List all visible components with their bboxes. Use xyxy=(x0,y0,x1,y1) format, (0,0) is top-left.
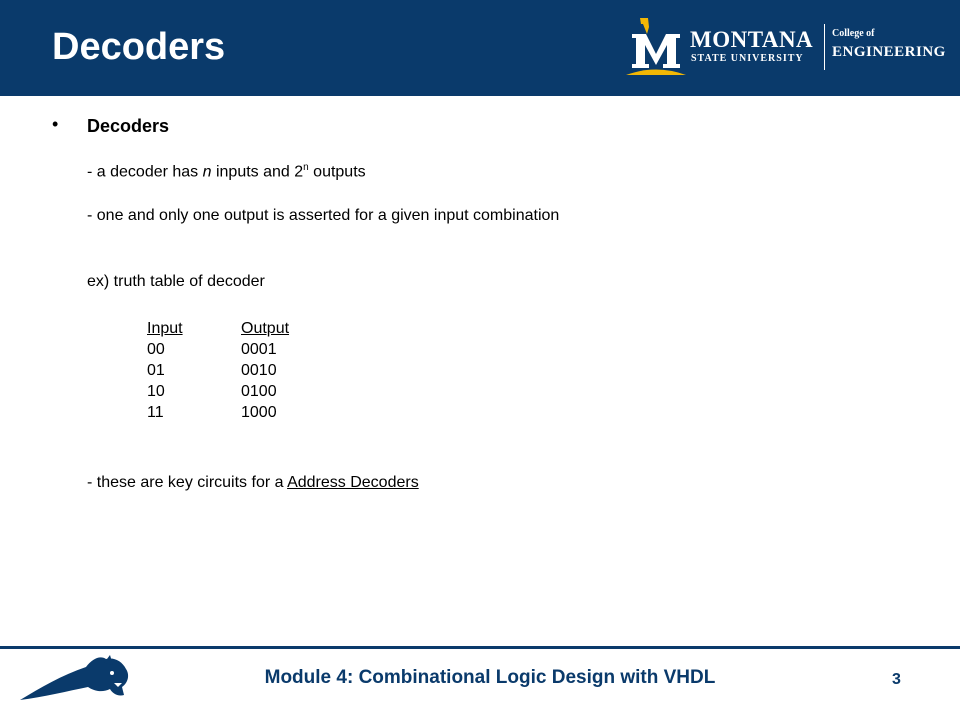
line1-exponent: n xyxy=(303,162,309,173)
address-decoder-line xyxy=(87,474,419,492)
line1-middle: inputs and 2 xyxy=(211,163,304,181)
example-line: ex) truth table of decoder xyxy=(87,273,265,290)
output-cell: 0100 xyxy=(241,383,277,400)
truth-table xyxy=(147,318,289,423)
table-row xyxy=(147,360,289,381)
bullet-heading: Decoders xyxy=(87,116,170,136)
input-header: Input xyxy=(147,320,183,337)
slide-title: Decoders xyxy=(52,26,226,68)
truth-table-header xyxy=(147,318,289,339)
line4-prefix: - these are key circuits for a xyxy=(87,474,288,491)
table-row xyxy=(147,381,289,402)
table-row xyxy=(147,339,289,360)
page-number: 3 xyxy=(892,671,901,688)
logo-subtitle: STATE UNIVERSITY xyxy=(691,53,804,64)
output-header: Output xyxy=(241,320,290,337)
input-cell: 00 xyxy=(147,341,165,358)
logo-department: ENGINEERING xyxy=(832,44,946,60)
line1-prefix: - a decoder has xyxy=(87,163,203,181)
output-cell: 0010 xyxy=(241,362,277,379)
one-output-line: - one and only one output is asserted for a given input combination xyxy=(87,207,560,224)
line1-n: n xyxy=(202,163,212,181)
bullet-icon: • xyxy=(52,114,59,134)
input-cell: 01 xyxy=(147,362,165,379)
input-cell: 10 xyxy=(147,383,165,400)
footer-module-title: Module 4: Combinational Logic Design with VHDL xyxy=(264,667,716,688)
table-row xyxy=(147,402,289,423)
line1-suffix: outputs xyxy=(308,163,366,181)
logo-college-label: College of xyxy=(832,28,875,39)
logo-name: MONTANA xyxy=(690,27,814,52)
output-cell: 0001 xyxy=(241,341,277,358)
output-cell: 1000 xyxy=(241,404,277,421)
footer-divider xyxy=(0,646,960,649)
address-decoders-link[interactable]: Address Decoders xyxy=(287,474,419,491)
decoder-definition-line xyxy=(87,162,366,181)
input-cell: 11 xyxy=(147,404,164,421)
